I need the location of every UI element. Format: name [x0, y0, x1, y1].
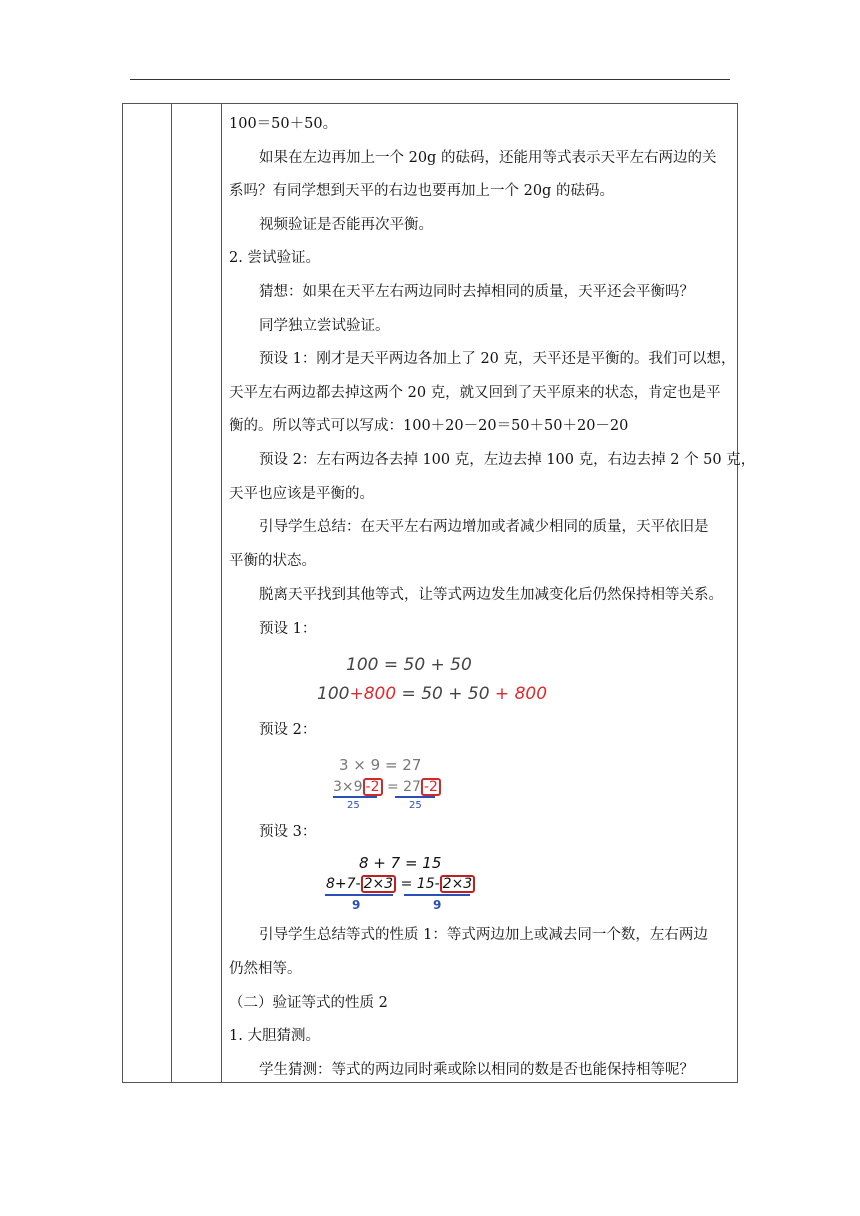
example3-line1: 8 + 7 = 15	[359, 854, 442, 872]
table-column-2	[171, 104, 222, 1082]
example3-box: 2×3	[440, 875, 476, 893]
text-line: 预设 1：	[259, 621, 317, 637]
text-line: 猜想：如果在天平左右两边同时去掉相同的质量，天平还会平衡吗？	[259, 284, 694, 300]
text-line: 仍然相等。	[229, 961, 302, 977]
text-line: 预设 2：	[259, 722, 317, 738]
text-line: 预设 3：	[259, 824, 317, 840]
example2-underline	[395, 796, 435, 798]
example2-term: = 27	[382, 779, 421, 795]
text-line: 如果在左边再加上一个 20g 的砝码，还能用等式表示天平左右两边的关	[259, 150, 717, 166]
example1-added-term: +800	[349, 684, 397, 704]
lesson-table	[122, 103, 756, 1083]
example3-underline	[325, 894, 393, 896]
example2-underline	[333, 796, 377, 798]
example1-line2	[317, 684, 547, 704]
text-line: 天平左右两边都去掉这两个 20 克，就又回到了天平原来的状态，肯定也是平	[229, 385, 721, 401]
text-line: 100＝50＋50。	[229, 116, 338, 132]
example1-term: 100	[317, 684, 350, 704]
example2-box: -2	[421, 778, 441, 796]
section-heading: 2. 尝试验证。	[229, 250, 320, 266]
example3-underline	[404, 894, 470, 896]
example2-line2	[333, 778, 441, 796]
text-line: 预设 1：刚才是天平两边各加上了 20 克，天平还是平衡的。我们可以想，	[259, 351, 736, 367]
text-line: 天平也应该是平衡的。	[229, 486, 374, 502]
example2-line1: 3 × 9 = 27	[339, 756, 422, 774]
text-line: 衡的。所以等式可以写成：100＋20－20＝50＋50＋20－20	[229, 418, 629, 434]
text-line: 引导学生总结等式的性质 1：等式两边加上或减去同一个数，左右两边	[259, 927, 708, 943]
example2-box: -2	[363, 778, 383, 796]
example1-line1: 100 = 50 + 50	[346, 655, 472, 675]
text-line: 学生猜测：等式的两边同时乘或除以相同的数是否也能保持相等呢？	[259, 1062, 694, 1078]
example3-term: = 15-	[396, 876, 440, 892]
example2-result: 25	[409, 800, 422, 811]
example3-term: 8+7-	[326, 876, 361, 892]
text-line: 平衡的状态。	[229, 553, 316, 569]
section-heading: （二）验证等式的性质 2	[229, 995, 388, 1011]
example2-result: 25	[347, 800, 360, 811]
example1-term: = 50 + 50	[396, 684, 490, 704]
header-rule	[130, 79, 730, 80]
text-line: 引导学生总结：在天平左右两边增加或者减少相同的质量，天平依旧是	[259, 519, 709, 535]
text-line: 同学独立尝试验证。	[259, 318, 390, 334]
text-line: 系吗？有同学想到天平的右边也要再加上一个 20g 的砝码。	[229, 183, 614, 199]
text-line: 预设 2：左右两边各去掉 100 克，左边去掉 100 克，右边去掉 2 个 50 克，	[259, 452, 756, 468]
text-line: 视频验证是否能再次平衡。	[259, 217, 433, 233]
example3-result: 9	[352, 898, 361, 912]
example3-line2	[326, 875, 475, 893]
example3-box: 2×3	[361, 875, 397, 893]
section-heading: 1. 大胆猜测。	[229, 1028, 320, 1044]
table-column-1	[123, 104, 172, 1082]
example3-result: 9	[433, 898, 442, 912]
example1-added-term: + 800	[489, 684, 548, 704]
example2-term: 3×9	[333, 779, 363, 795]
text-line: 脱离天平找到其他等式，让等式两边发生加减变化后仍然保持相等关系。	[259, 587, 723, 603]
